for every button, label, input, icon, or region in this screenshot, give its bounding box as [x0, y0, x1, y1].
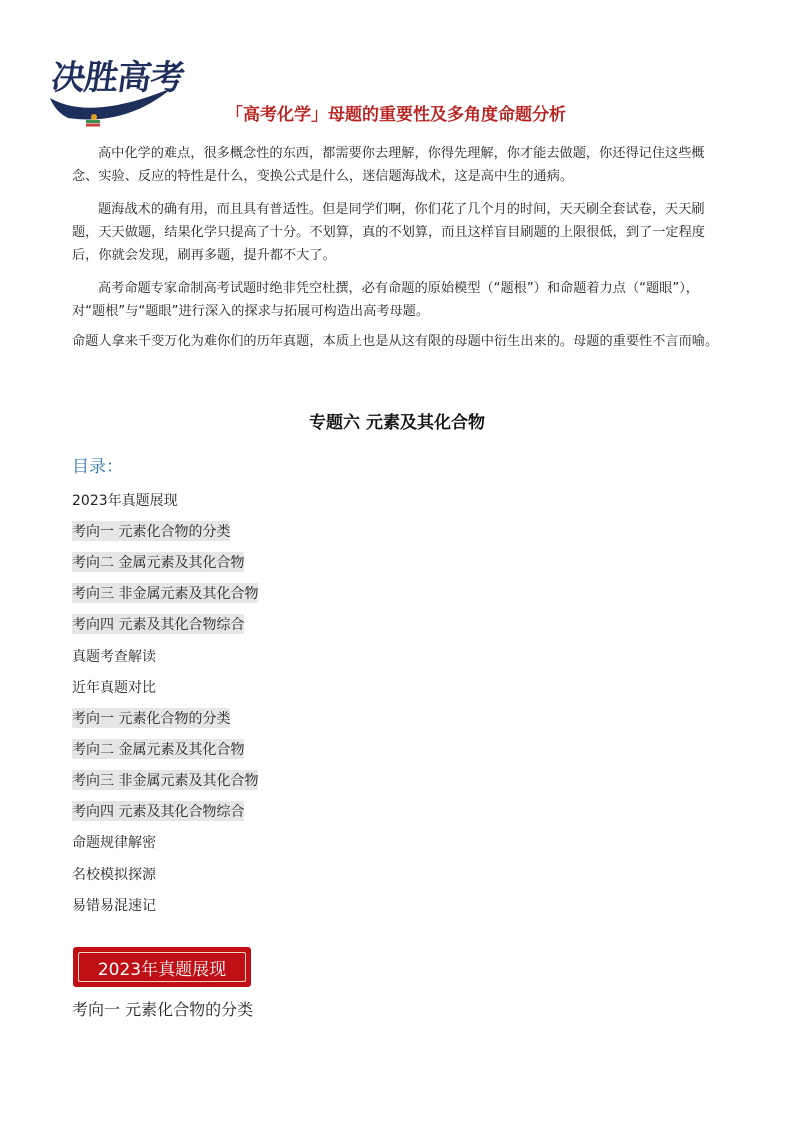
toc-item-direction-2[interactable]: 考向二 金属元素及其化合物	[72, 552, 244, 572]
logo-text: 决胜高考	[48, 58, 187, 98]
toc-item-patterns[interactable]: 命题规律解密	[72, 835, 156, 851]
toc-heading: 目录：	[72, 457, 123, 477]
toc-item-direction-4[interactable]: 考向四 元素及其化合物综合	[72, 614, 244, 634]
section-title: 专题六 元素及其化合物	[309, 413, 485, 433]
intro-paragraph-1: 高中化学的难点，很多概念性的东西，都需要你去理解，你得先理解，你才能去做题，你还得记住这些概念、实验、反应的特性是什么，变换公式是什么，迷信题海战术，这是高中生的通病。	[72, 146, 705, 184]
intro-paragraph-2: 题海战术的确有用，而且具有普适性。但是同学们啊，你们花了几个月的时间，天天刷全套试卷，天天刷题，天天做题，结果化学只提高了十分。不划算，真的不划算，而且这样盲目刷题的上限很低，到了一定程度后，你就会发现，刷再多题，提升都不大了。	[72, 202, 705, 263]
badge-label: 2023年真题展现	[97, 960, 227, 980]
toc-item-2023-exam[interactable]: 2023年真题展现	[72, 493, 178, 509]
toc-item-direction-3[interactable]: 考向三 非金属元素及其化合物	[72, 583, 258, 603]
section-badge	[73, 947, 251, 987]
sub-heading: 考向一 元素化合物的分类	[72, 1000, 254, 1019]
intro-paragraph-3: 高考命题专家命制高考试题时绝非凭空杜撰，必有命题的原始模型（“题根”）和命题着力点（“题眼”），对“题根”与“题眼”进行深入的探求与拓展可构造出高考母题。	[72, 281, 699, 319]
intro-paragraph-4: 命题人拿来千变万化为难你们的历年真题，本质上也是从这有限的母题中衍生出来的。母题的重要性不言而喻。	[72, 334, 719, 349]
toc-item-comparison[interactable]: 近年真题对比	[72, 680, 156, 696]
toc-item-direction-1[interactable]: 考向一 元素化合物的分类	[72, 521, 230, 541]
logo	[48, 50, 187, 128]
logo-swoosh-icon	[48, 84, 178, 128]
toc-item-interpretation[interactable]: 真题考查解读	[72, 649, 156, 665]
toc-item-comparison-direction-1[interactable]: 考向一 元素化合物的分类	[72, 708, 230, 728]
toc-item-comparison-direction-2[interactable]: 考向二 金属元素及其化合物	[72, 739, 244, 759]
toc-item-mock-sources[interactable]: 名校模拟探源	[72, 867, 156, 883]
toc-item-error-notes[interactable]: 易错易混速记	[72, 898, 156, 914]
toc-item-comparison-direction-4[interactable]: 考向四 元素及其化合物综合	[72, 801, 244, 821]
page-title: 「高考化学」母题的重要性及多角度命题分析	[226, 105, 566, 125]
toc-item-comparison-direction-3[interactable]: 考向三 非金属元素及其化合物	[72, 770, 258, 790]
